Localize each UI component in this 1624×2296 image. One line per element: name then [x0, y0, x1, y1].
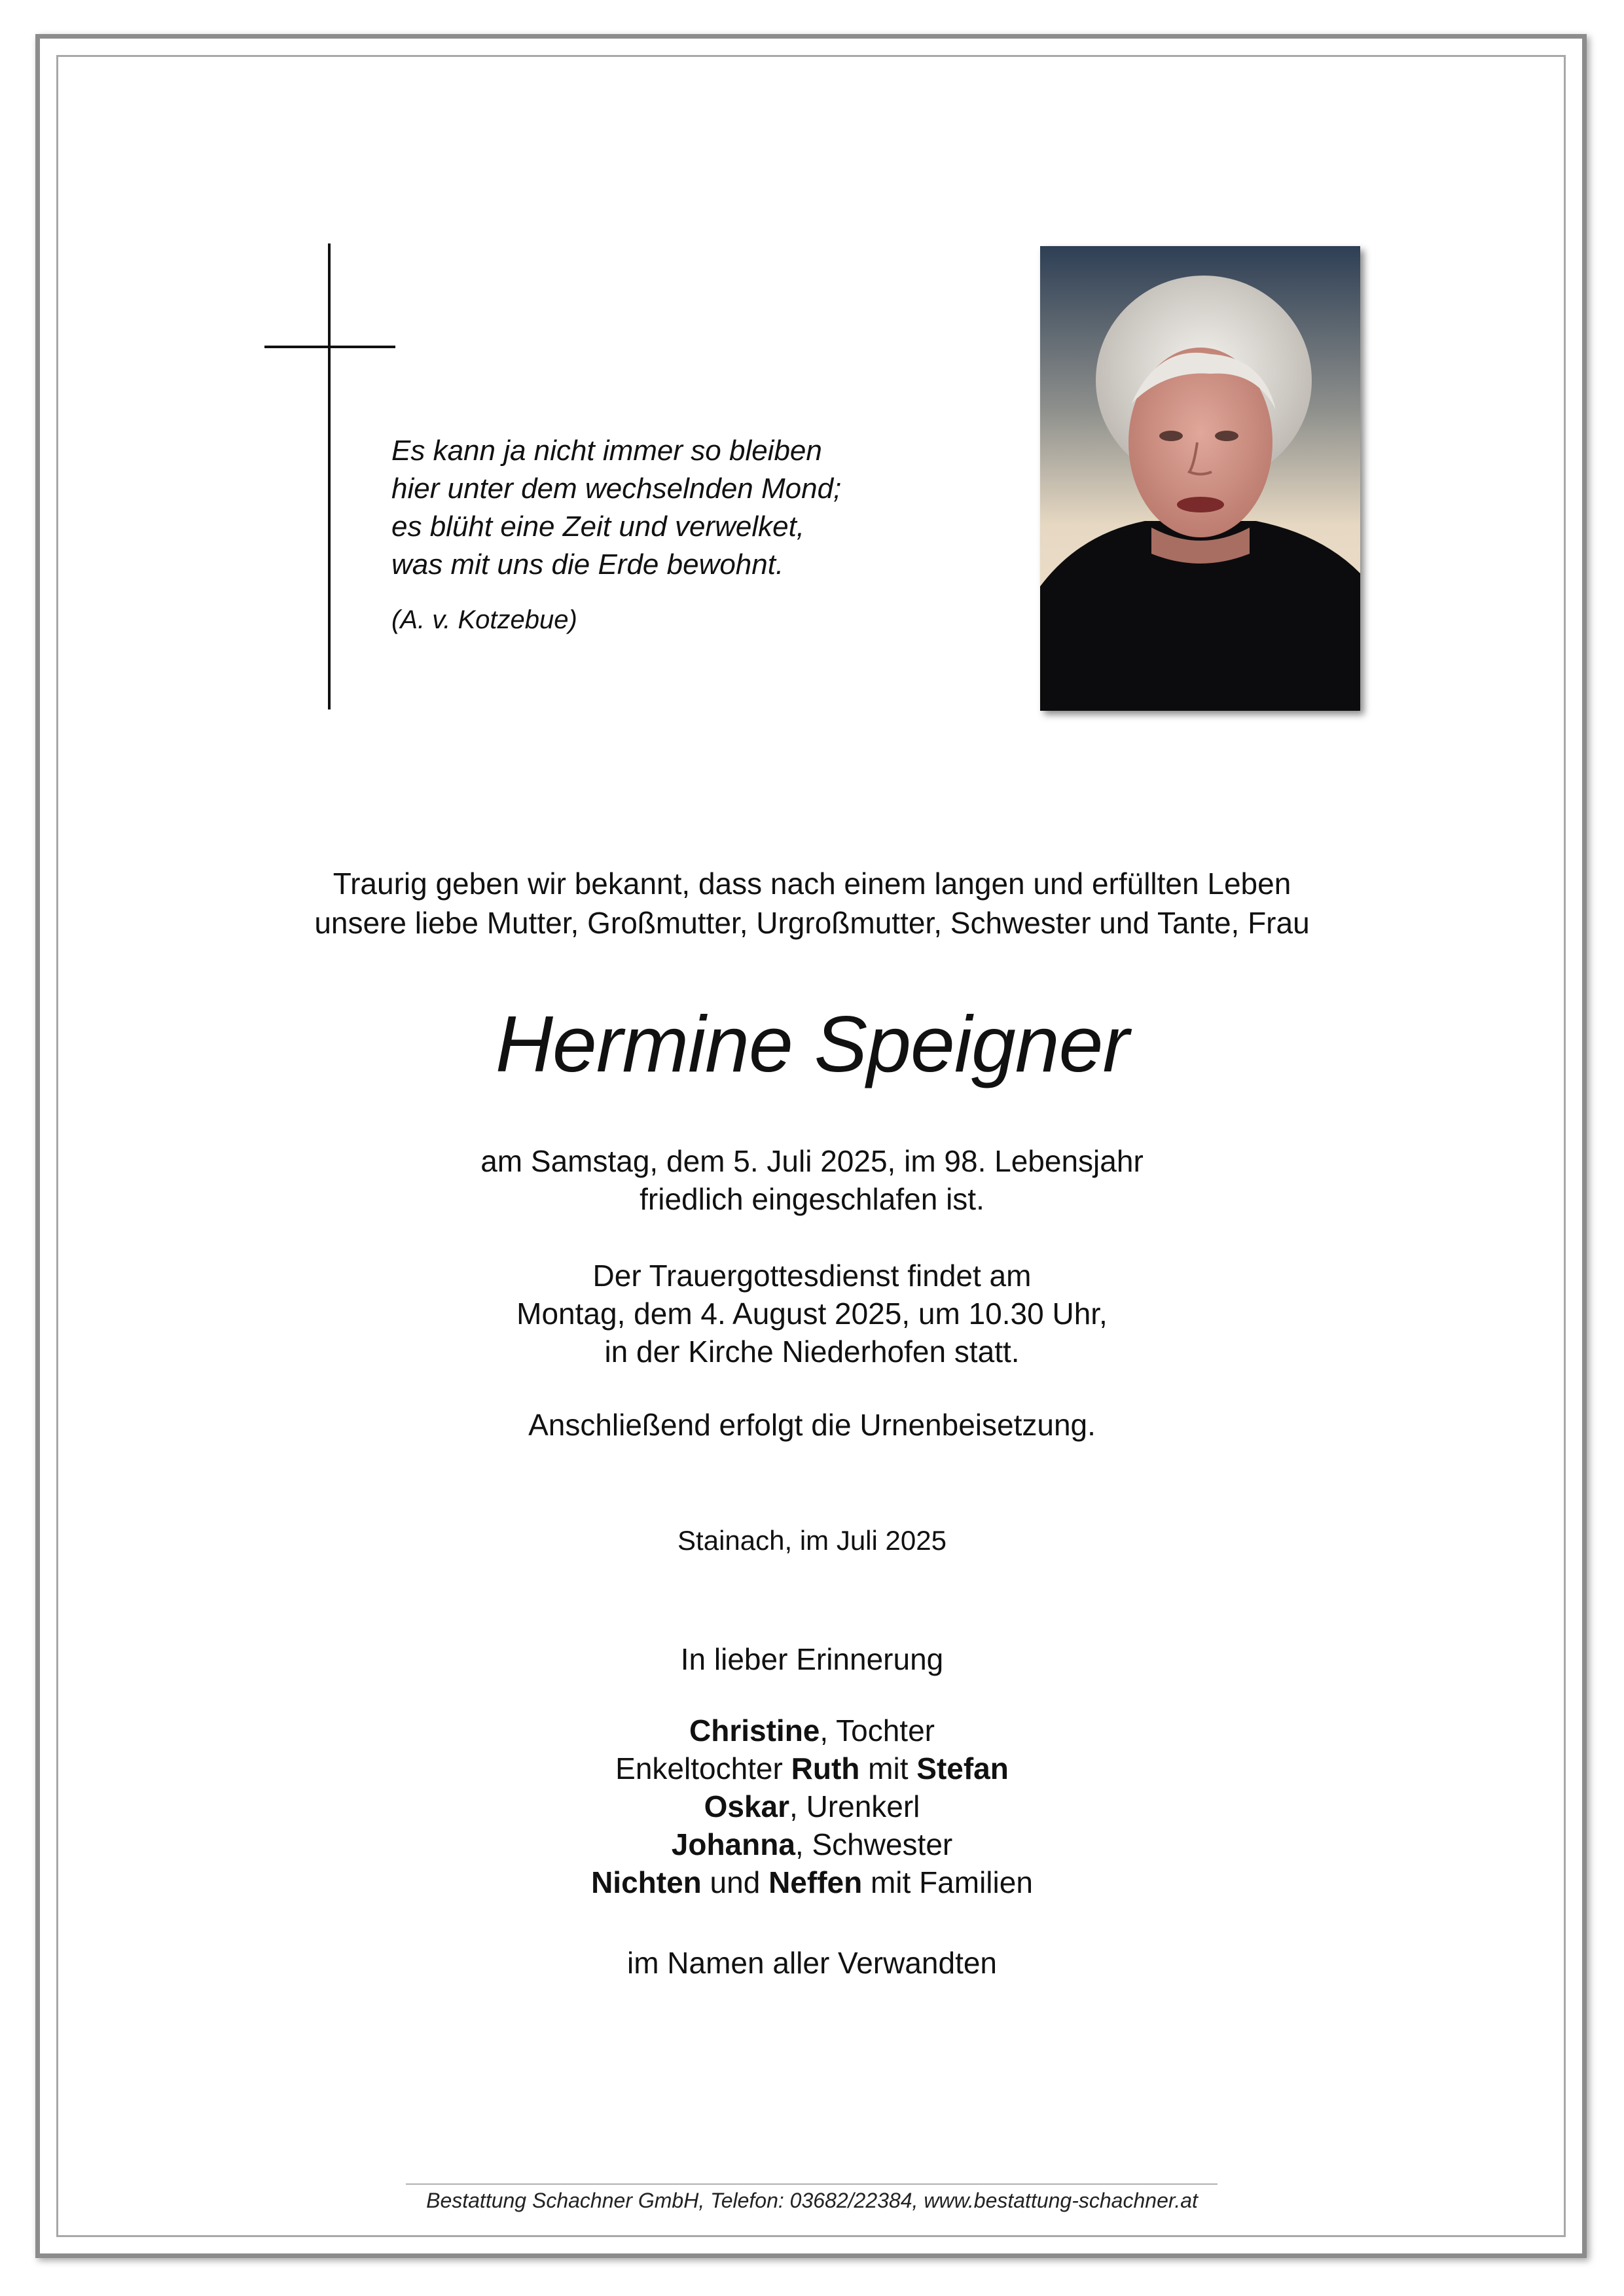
poem-line: es blüht eine Zeit und verwelket,	[391, 511, 805, 543]
family-name: Neffen	[768, 1865, 863, 1899]
poem	[391, 432, 981, 584]
family-relation: , Schwester	[795, 1827, 953, 1861]
death-notice	[0, 1142, 1624, 1218]
family-row	[0, 1712, 1624, 1749]
family-relation: , Urenkerl	[789, 1789, 920, 1823]
family-connector: und	[701, 1865, 769, 1899]
family-name: Johanna	[671, 1827, 795, 1861]
family-relation: Enkeltochter	[615, 1751, 791, 1785]
family-name: Stefan	[916, 1751, 1009, 1785]
death-line: am Samstag, dem 5. Juli 2025, im 98. Lebensjahr	[480, 1144, 1144, 1178]
service-line: Montag, dem 4. August 2025, um 10.30 Uhr,	[516, 1297, 1108, 1331]
deceased-name: Hermine Speigner	[495, 999, 1129, 1088]
family-row	[0, 1749, 1624, 1787]
death-line: friedlich eingeschlafen ist.	[640, 1182, 984, 1216]
family-relation: mit Familien	[862, 1865, 1033, 1899]
family-list	[0, 1712, 1624, 1901]
poem-line: was mit uns die Erde bewohnt.	[391, 548, 784, 581]
announcement-line: Traurig geben wir bekannt, dass nach einem langen und erfüllten Leben	[333, 867, 1291, 901]
family-row	[0, 1787, 1624, 1825]
footer-contact: Bestattung Schachner GmbH, Telefon: 03682/22384, www.bestattung-schachner.at	[426, 2189, 1198, 2212]
poem-line: Es kann ja nicht immer so bleiben	[391, 435, 822, 467]
family-relation: , Tochter	[820, 1713, 935, 1748]
service-info	[0, 1257, 1624, 1371]
footer-divider	[406, 2183, 1218, 2185]
portrait-photo	[1040, 246, 1360, 711]
poem-line: hier unter dem wechselnden Mond;	[391, 473, 842, 505]
family-name: Christine	[689, 1713, 820, 1748]
family-row	[0, 1863, 1624, 1901]
poem-author: (A. v. Kotzebue)	[391, 605, 577, 634]
service-line: Der Trauergottesdienst findet am	[592, 1259, 1032, 1293]
cross-icon	[328, 243, 331, 709]
family-name: Ruth	[791, 1751, 860, 1785]
place-date: Stainach, im Juli 2025	[677, 1525, 947, 1556]
relatives-text: im Namen aller Verwandten	[626, 1946, 998, 1980]
service-line: in der Kirche Niederhofen statt.	[604, 1335, 1020, 1369]
cross-icon-bar	[264, 346, 395, 348]
family-name: Nichten	[591, 1865, 702, 1899]
urn-text: Anschließend erfolgt die Urnenbeisetzung.	[528, 1408, 1096, 1442]
memory-heading: In lieber Erinnerung	[680, 1642, 944, 1676]
announcement-line: unsere liebe Mutter, Großmutter, Urgroßmutter, Schwester und Tante, Frau	[314, 906, 1310, 940]
announcement	[0, 864, 1624, 942]
family-connector: mit	[859, 1751, 917, 1785]
family-name: Oskar	[704, 1789, 790, 1823]
family-row	[0, 1825, 1624, 1863]
